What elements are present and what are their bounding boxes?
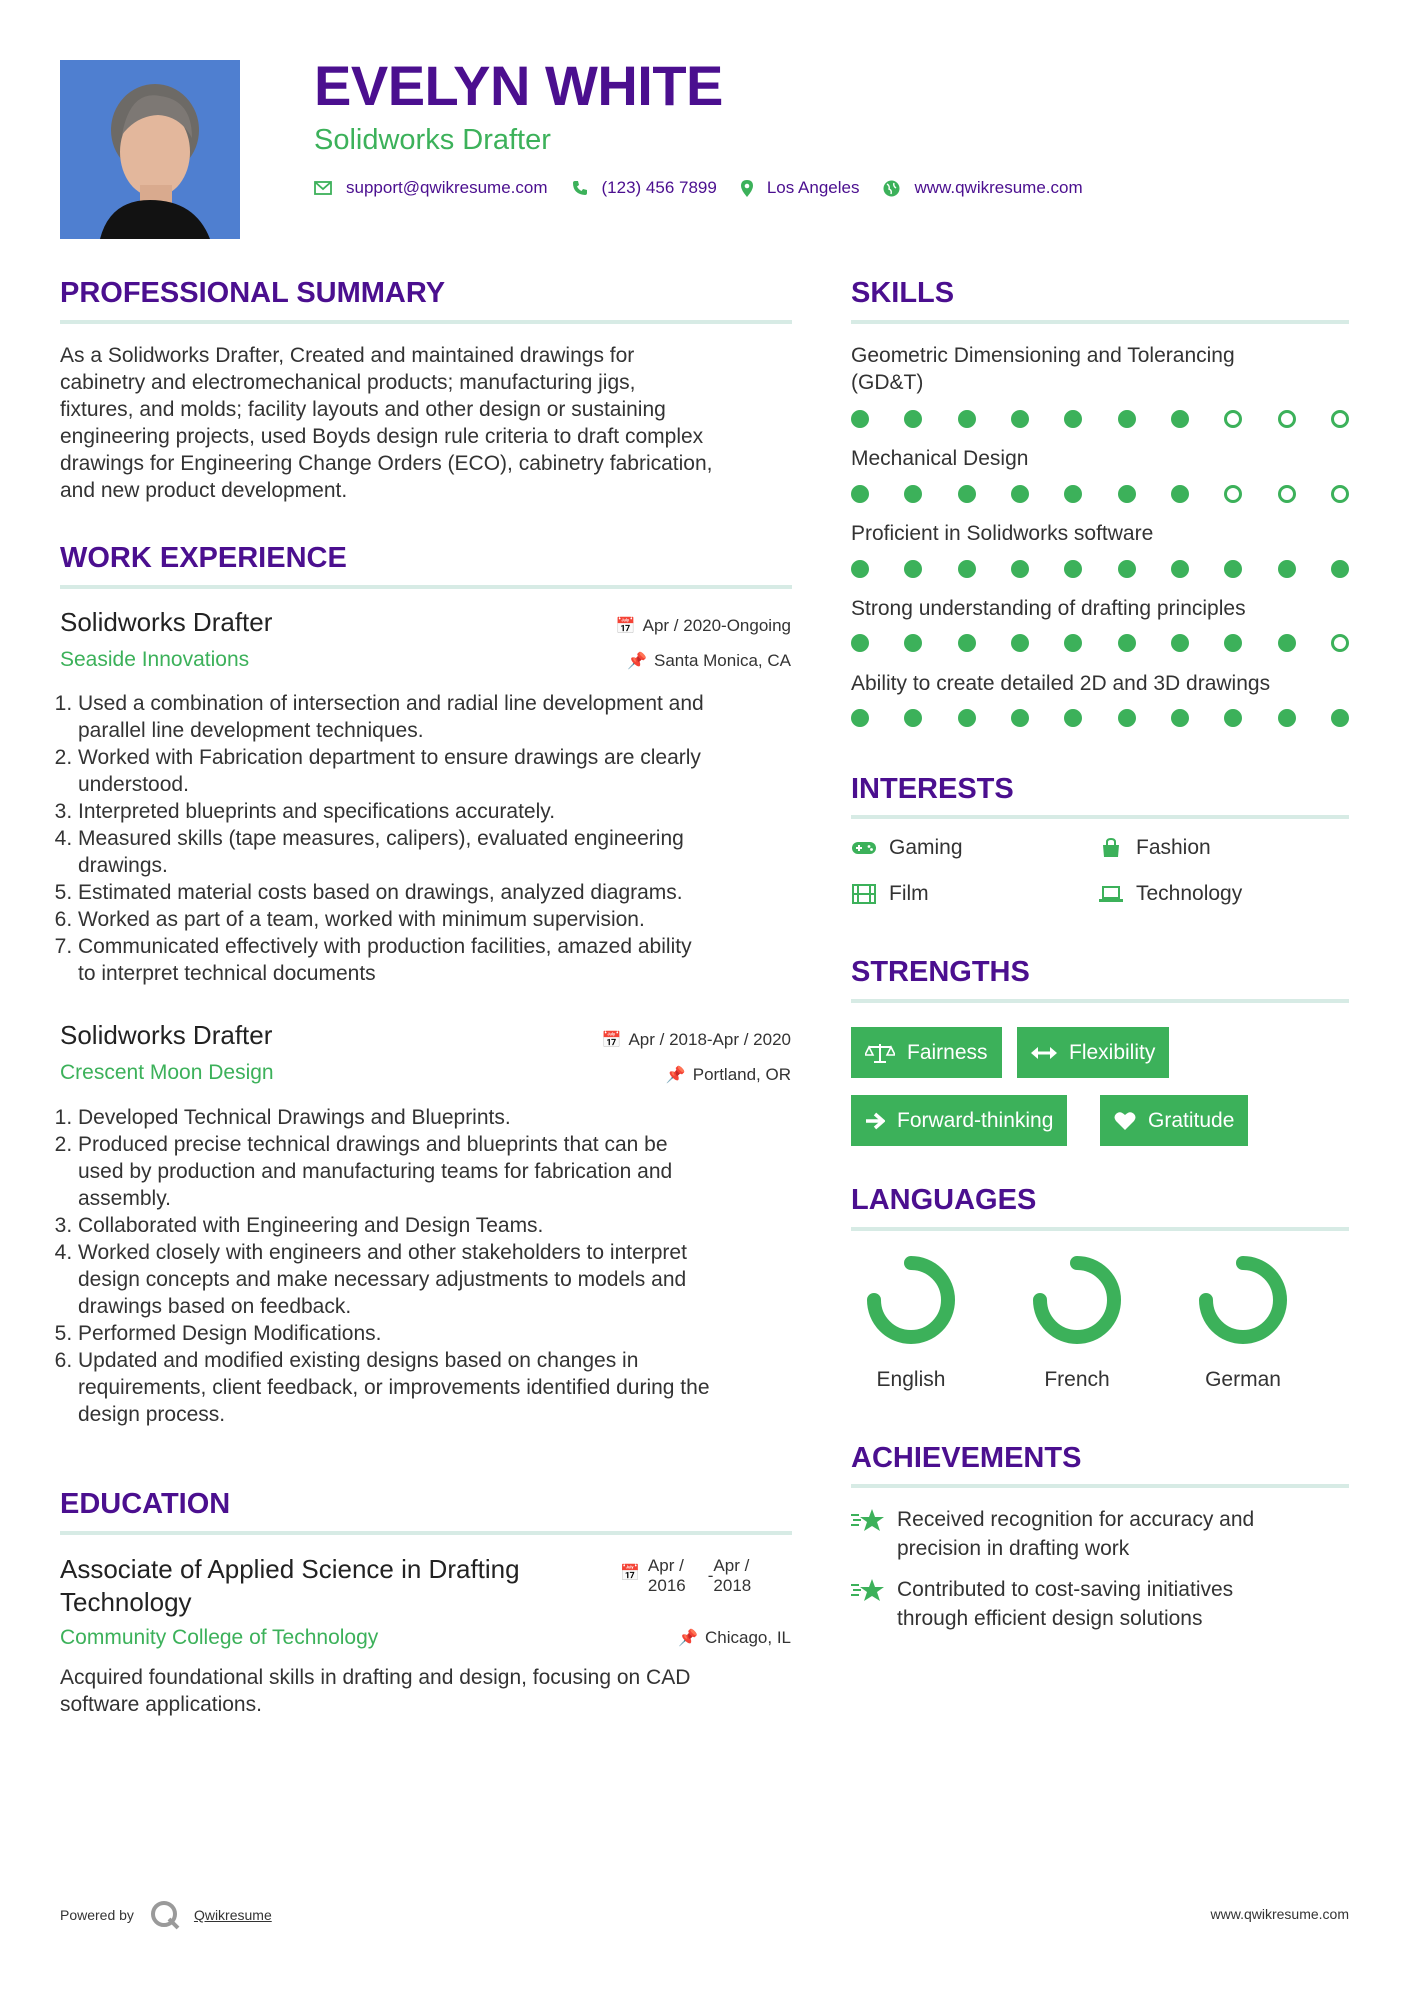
gamepad-icon — [851, 840, 877, 856]
school-name: Community College of Technology — [60, 1626, 379, 1649]
rating-dot-empty — [1224, 410, 1242, 428]
language-label: German — [1205, 1368, 1281, 1391]
rating-dot-filled — [1118, 560, 1136, 578]
candidate-role: Solidworks Drafter — [314, 124, 551, 156]
education-end: - Apr / 2018 — [707, 1556, 752, 1595]
skill-rating — [851, 709, 1349, 727]
job-dates — [616, 616, 791, 636]
rating-dot-filled — [851, 634, 869, 652]
rating-dot-filled — [904, 410, 922, 428]
rating-dot-filled — [1118, 709, 1136, 727]
achievement-text: through efficient design solutions — [897, 1607, 1203, 1630]
education-location — [678, 1628, 791, 1648]
rating-dot-filled — [851, 709, 869, 727]
strength-label: Fairness — [907, 1040, 988, 1064]
skill-label: Proficient in Solidworks software — [851, 522, 1154, 545]
pushpin-icon: 📌 — [678, 1630, 698, 1647]
skill-rating — [851, 560, 1349, 578]
summary-line: engineering projects, used Boyds design rule criteria to draft complex — [60, 425, 704, 448]
rating-dot-filled — [904, 560, 922, 578]
rating-dot-filled — [904, 634, 922, 652]
rating-dot-filled — [1064, 410, 1082, 428]
contact-bar — [314, 178, 1107, 198]
skill-label: Geometric Dimensioning and Tolerancing (GD&T) — [851, 344, 1235, 394]
strength-label: Flexibility — [1069, 1040, 1156, 1064]
skills-divider — [851, 320, 1349, 324]
rating-dot-filled — [1118, 485, 1136, 503]
calendar-icon: 📅 — [615, 618, 636, 635]
qwikresume-link[interactable]: Qwikresume — [193, 1907, 272, 1923]
laptop-icon — [1098, 885, 1124, 903]
education-heading: EDUCATION — [60, 1488, 231, 1520]
degree-line: Technology — [60, 1587, 192, 1617]
summary-text — [60, 342, 800, 504]
interest-label: Film — [889, 882, 929, 905]
footer-website[interactable]: www.qwikresume.com — [1210, 1906, 1349, 1922]
achievement-text: precision in drafting work — [897, 1537, 1130, 1560]
education-location-text: Chicago, IL — [705, 1628, 791, 1647]
summary-line: cabinetry and electromechanical products; manufacturing jigs, — [60, 371, 636, 394]
rating-dot-filled — [958, 560, 976, 578]
job-dates — [602, 1030, 791, 1050]
work-divider — [60, 585, 792, 589]
language-gauge — [1183, 1250, 1303, 1355]
phone-icon — [572, 180, 588, 196]
strength-badge — [851, 1095, 1067, 1146]
summary-line: and new product development. — [60, 479, 348, 502]
rating-dot-filled — [1224, 634, 1242, 652]
rating-dot-filled — [958, 709, 976, 727]
skill-rating — [851, 634, 1349, 652]
rating-dot-filled — [958, 485, 976, 503]
list-item: 3. Collaborated with Engineering and Design Teams. — [78, 1212, 800, 1239]
language-label: French — [1044, 1368, 1110, 1391]
heart-icon — [1114, 1111, 1136, 1131]
arrow-right-icon — [865, 1112, 885, 1130]
job-company: Seaside Innovations — [60, 648, 250, 671]
rating-dot-filled — [1171, 709, 1189, 727]
rating-dot-empty — [1331, 485, 1349, 503]
qwikresume-logo-icon — [150, 1900, 180, 1930]
list-item: 4. Worked closely with engineers and other stakeholders to interpret design concepts and make necessary adjustments to models and drawings based on feedback. — [78, 1239, 800, 1320]
job-bullets — [60, 1104, 800, 1428]
achievements-heading: ACHIEVEMENTS — [851, 1442, 1082, 1474]
rating-dot-filled — [1011, 485, 1029, 503]
list-item: 6. Updated and modified existing designs based on changes in requirements, client feedback, or improvements identified during the design process. — [78, 1347, 800, 1428]
rating-dot-filled — [1011, 709, 1029, 727]
work-heading: WORK EXPERIENCE — [60, 542, 347, 574]
rating-dot-filled — [1331, 709, 1349, 727]
star-award-icon — [851, 1507, 885, 1541]
list-item: 4. Measured skills (tape measures, calipers), evaluated engineering drawings. — [78, 825, 800, 879]
languages-heading: LANGUAGES — [851, 1184, 1037, 1216]
language-level-arc — [1206, 1263, 1280, 1337]
list-item: 5. Estimated material costs based on drawings, analyzed diagrams. — [78, 879, 800, 906]
skill-rating — [851, 485, 1349, 503]
rating-dot-empty — [1331, 410, 1349, 428]
job-company: Crescent Moon Design — [60, 1061, 274, 1084]
list-item: 1. Used a combination of intersection and radial line development and parallel line development techniques. — [78, 690, 800, 744]
list-item: 6. Worked as part of a team, worked with minimum supervision. — [78, 906, 800, 933]
contact-location: Los Angeles — [766, 178, 860, 197]
list-item: 2. Produced precise technical drawings and blueprints that can be used by production and manufacturing teams for fabrication and assembly. — [78, 1131, 800, 1212]
strength-label: Gratitude — [1148, 1108, 1235, 1132]
strength-badge — [1100, 1095, 1248, 1146]
language-label: English — [876, 1368, 946, 1391]
interest-item — [851, 882, 929, 906]
calendar-icon: 📅 — [620, 1565, 640, 1582]
rating-dot-filled — [904, 485, 922, 503]
rating-dot-filled — [1331, 560, 1349, 578]
contact-phone[interactable]: (123) 456 7899 — [601, 178, 717, 197]
summary-heading: PROFESSIONAL SUMMARY — [60, 277, 446, 309]
job-location — [666, 1065, 791, 1085]
rating-dot-filled — [1171, 485, 1189, 503]
strength-label: Forward-thinking — [897, 1108, 1054, 1132]
achievement-text: Received recognition for accuracy and — [897, 1508, 1255, 1531]
language-gauge — [851, 1250, 971, 1355]
education-divider — [60, 1531, 792, 1535]
rating-dot-filled — [1224, 560, 1242, 578]
pushpin-icon: 📌 — [665, 1067, 686, 1084]
rating-dot-filled — [1064, 634, 1082, 652]
summary-line: drawings for Engineering Change Orders (ECO), cabinetry fabrication, — [60, 452, 713, 475]
interest-label: Technology — [1136, 882, 1243, 905]
envelope-icon — [314, 181, 332, 195]
job-location-text: Santa Monica, CA — [653, 651, 791, 670]
job-dates-text: Apr / 2020-Ongoing — [642, 616, 791, 635]
job-title: Solidworks Drafter — [60, 1020, 273, 1050]
rating-dot-filled — [1171, 410, 1189, 428]
summary-line: As a Solidworks Drafter, Created and maintained drawings for — [60, 344, 635, 367]
skill-label: Mechanical Design — [851, 447, 1029, 470]
education-start: Apr / 2016 — [647, 1556, 686, 1595]
education-description: Acquired foundational skills in drafting and design, focusing on CAD software applications. — [60, 1666, 691, 1716]
skill-label: Strong understanding of drafting principles — [851, 597, 1246, 620]
job-bullets — [60, 690, 800, 987]
list-item: 5. Performed Design Modifications. — [78, 1320, 800, 1347]
shopping-bag-icon — [1098, 837, 1124, 859]
rating-dot-empty — [1224, 485, 1242, 503]
balance-scale-icon — [865, 1042, 895, 1064]
rating-dot-filled — [1011, 410, 1029, 428]
rating-dot-filled — [1118, 410, 1136, 428]
rating-dot-filled — [1278, 709, 1296, 727]
language-level-arc — [874, 1263, 948, 1337]
rating-dot-filled — [1064, 560, 1082, 578]
degree-title — [60, 1553, 520, 1619]
rating-dot-filled — [851, 410, 869, 428]
contact-email[interactable]: support@qwikresume.com — [346, 178, 548, 197]
arrows-horizontal-icon — [1031, 1046, 1057, 1060]
job-location — [627, 651, 791, 671]
list-item: 1. Developed Technical Drawings and Blueprints. — [78, 1104, 800, 1131]
interest-item — [1098, 836, 1211, 860]
film-icon — [851, 884, 877, 904]
rating-dot-filled — [1064, 485, 1082, 503]
rating-dot-filled — [904, 709, 922, 727]
interests-divider — [851, 815, 1349, 819]
strengths-heading: STRENGTHS — [851, 956, 1030, 988]
job-location-text: Portland, OR — [692, 1065, 791, 1084]
education-dates — [620, 1556, 751, 1596]
rating-dot-empty — [1331, 634, 1349, 652]
rating-dot-filled — [851, 560, 869, 578]
job-dates-text: Apr / 2018-Apr / 2020 — [628, 1030, 791, 1049]
achievement-item — [851, 1505, 1254, 1563]
list-item: 7. Communicated effectively with production facilities, amazed ability to interpret technical documents — [78, 933, 800, 987]
rating-dot-filled — [1278, 560, 1296, 578]
rating-dot-filled — [851, 485, 869, 503]
powered-by-text: Powered by — [60, 1907, 134, 1923]
rating-dot-filled — [1064, 709, 1082, 727]
summary-line: fixtures, and molds; facility layouts and other design or sustaining — [60, 398, 666, 421]
strength-badge — [1017, 1027, 1169, 1078]
skill-label: Ability to create detailed 2D and 3D drawings — [851, 672, 1271, 695]
rating-dot-filled — [1011, 634, 1029, 652]
profile-photo — [60, 60, 240, 239]
strength-badge — [851, 1027, 1002, 1078]
rating-dot-empty — [1278, 410, 1296, 428]
rating-dot-filled — [958, 410, 976, 428]
rating-dot-filled — [1171, 634, 1189, 652]
achievement-text: Contributed to cost-saving initiatives — [897, 1578, 1234, 1601]
list-item: 3. Interpreted blueprints and specifications accurately. — [78, 798, 800, 825]
language-gauge — [1017, 1250, 1137, 1355]
rating-dot-filled — [1118, 634, 1136, 652]
languages-divider — [851, 1227, 1349, 1231]
interest-item — [1098, 882, 1242, 906]
interest-item — [851, 836, 963, 860]
map-marker-icon — [741, 180, 753, 197]
star-award-icon — [851, 1577, 885, 1611]
summary-divider — [60, 320, 792, 324]
rating-dot-filled — [1278, 634, 1296, 652]
skill-rating — [851, 410, 1349, 428]
rating-dot-filled — [1224, 709, 1242, 727]
rating-dot-empty — [1278, 485, 1296, 503]
interests-heading: INTERESTS — [851, 773, 1014, 805]
interest-label: Fashion — [1136, 836, 1211, 859]
pushpin-icon: 📌 — [627, 653, 647, 670]
rating-dot-filled — [1171, 560, 1189, 578]
contact-website[interactable]: www.qwikresume.com — [914, 178, 1083, 197]
degree-line: Associate of Applied Science in Drafting — [60, 1554, 520, 1584]
candidate-name: EVELYN WHITE — [314, 54, 723, 117]
footer-powered-by — [60, 1900, 272, 1930]
job-title: Solidworks Drafter — [60, 607, 273, 637]
language-level-arc — [1040, 1263, 1114, 1337]
interest-label: Gaming — [889, 836, 963, 859]
achievement-item — [851, 1575, 1233, 1633]
calendar-icon: 📅 — [601, 1032, 622, 1049]
list-item: 2. Worked with Fabrication department to ensure drawings are clearly understood. — [78, 744, 800, 798]
strengths-divider — [851, 999, 1349, 1003]
rating-dot-filled — [958, 634, 976, 652]
skills-heading: SKILLS — [851, 277, 955, 309]
globe-icon — [883, 180, 900, 197]
rating-dot-filled — [1011, 560, 1029, 578]
achievements-divider — [851, 1484, 1349, 1488]
